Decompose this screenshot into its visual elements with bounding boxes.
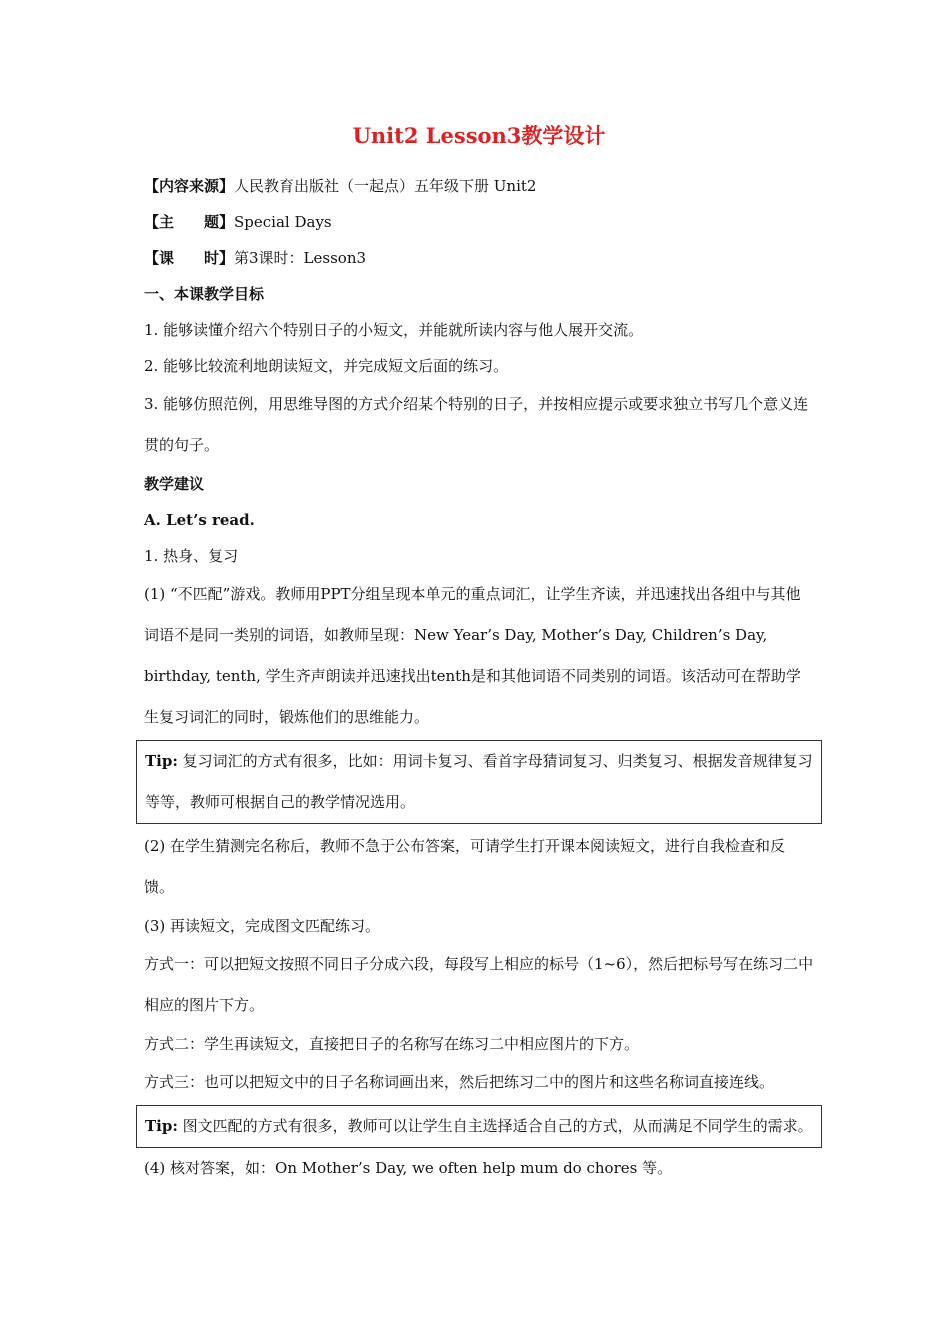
- tip-2: [145, 1106, 813, 1147]
- paragraph-3: (3) 再读短文，完成图文匹配练习。: [144, 917, 381, 935]
- paragraph-4: (4) 核对答案，如：On Mother’s Day, we often help mum do chores 等。: [144, 1159, 673, 1177]
- goals-heading: 一、本课教学目标: [144, 285, 265, 303]
- tip-1: [145, 741, 813, 823]
- meta-topic-label: 【主 题】: [144, 213, 235, 231]
- goal-item-2: 2. 能够比较流利地朗读短文，并完成短文后面的练习。: [144, 357, 509, 375]
- paragraph-2: (2) 在学生猜测完名称后，教师不急于公布答案，可请学生打开课本阅读短文，进行自我检查和反馈。: [144, 837, 786, 896]
- meta-topic: [144, 204, 814, 240]
- meta-period: [144, 240, 814, 276]
- meta-source: [144, 168, 814, 204]
- suggestions-heading: 教学建议: [144, 475, 205, 493]
- meta-source-value: 人民教育出版社（一起点）五年级下册 Unit2: [234, 177, 537, 195]
- goal-item-1: 1. 能够读懂介绍六个特别日子的小短文，并能就所读内容与他人展开交流。: [144, 321, 644, 339]
- way-2: 方式二：学生再读短文，直接把日子的名称写在练习二中相应图片的下方。: [144, 1035, 640, 1053]
- way-1: 方式一：可以把短文按照不同日子分成六段，每段写上相应的标号（1~6），然后把标号写在练习二中相应的图片下方。: [144, 955, 814, 1014]
- tip-2-text: 图文匹配的方式有很多，教师可以让学生自主选择适合自己的方式，从而满足不同学生的需求。: [177, 1117, 813, 1135]
- tip-box-2: [136, 1105, 822, 1148]
- meta-period-label: 【课 时】: [144, 249, 235, 267]
- paragraph-1: (1) “不匹配”游戏。教师用PPT分组呈现本单元的重点词汇，让学生齐读，并迅速找出各组中与其他词语不是同一类别的词语，如教师呈现：New Year’s Day, Mother’s Day, Children’s Day, birthday, tenth, 学生齐声朗读并迅速找出tenth是和其他词语不同类别的词语。该活动可在帮助学生复习词汇的同时，锻炼他们的思维能力。: [144, 585, 801, 726]
- meta-source-label: 【内容来源】: [144, 177, 235, 195]
- meta-topic-value: Special Days: [234, 213, 332, 231]
- goal-item-3: 3. 能够仿照范例，用思维导图的方式介绍某个特别的日子，并按相应提示或要求独立书写几个意义连贯的句子。: [144, 395, 809, 454]
- meta-period-value: 第3课时：Lesson3: [234, 249, 367, 267]
- tip-1-text: 复习词汇的方式有很多，比如：用词卡复习、看首字母猜词复习、归类复习、根据发音规律复习等等，教师可根据自己的教学情况选用。: [145, 752, 813, 811]
- document-title: Unit2 Lesson3教学设计: [352, 123, 606, 148]
- tip-2-label: Tip:: [145, 1117, 178, 1135]
- document-page: [144, 118, 814, 1186]
- section-a-heading: A. Let’s read.: [144, 511, 255, 529]
- tip-box-1: [136, 740, 822, 824]
- way-3: 方式三：也可以把短文中的日子名称词画出来，然后把练习二中的图片和这些名称词直接连线。: [144, 1073, 775, 1091]
- step-1: 1. 热身、复习: [144, 547, 239, 565]
- tip-1-label: Tip:: [145, 752, 178, 770]
